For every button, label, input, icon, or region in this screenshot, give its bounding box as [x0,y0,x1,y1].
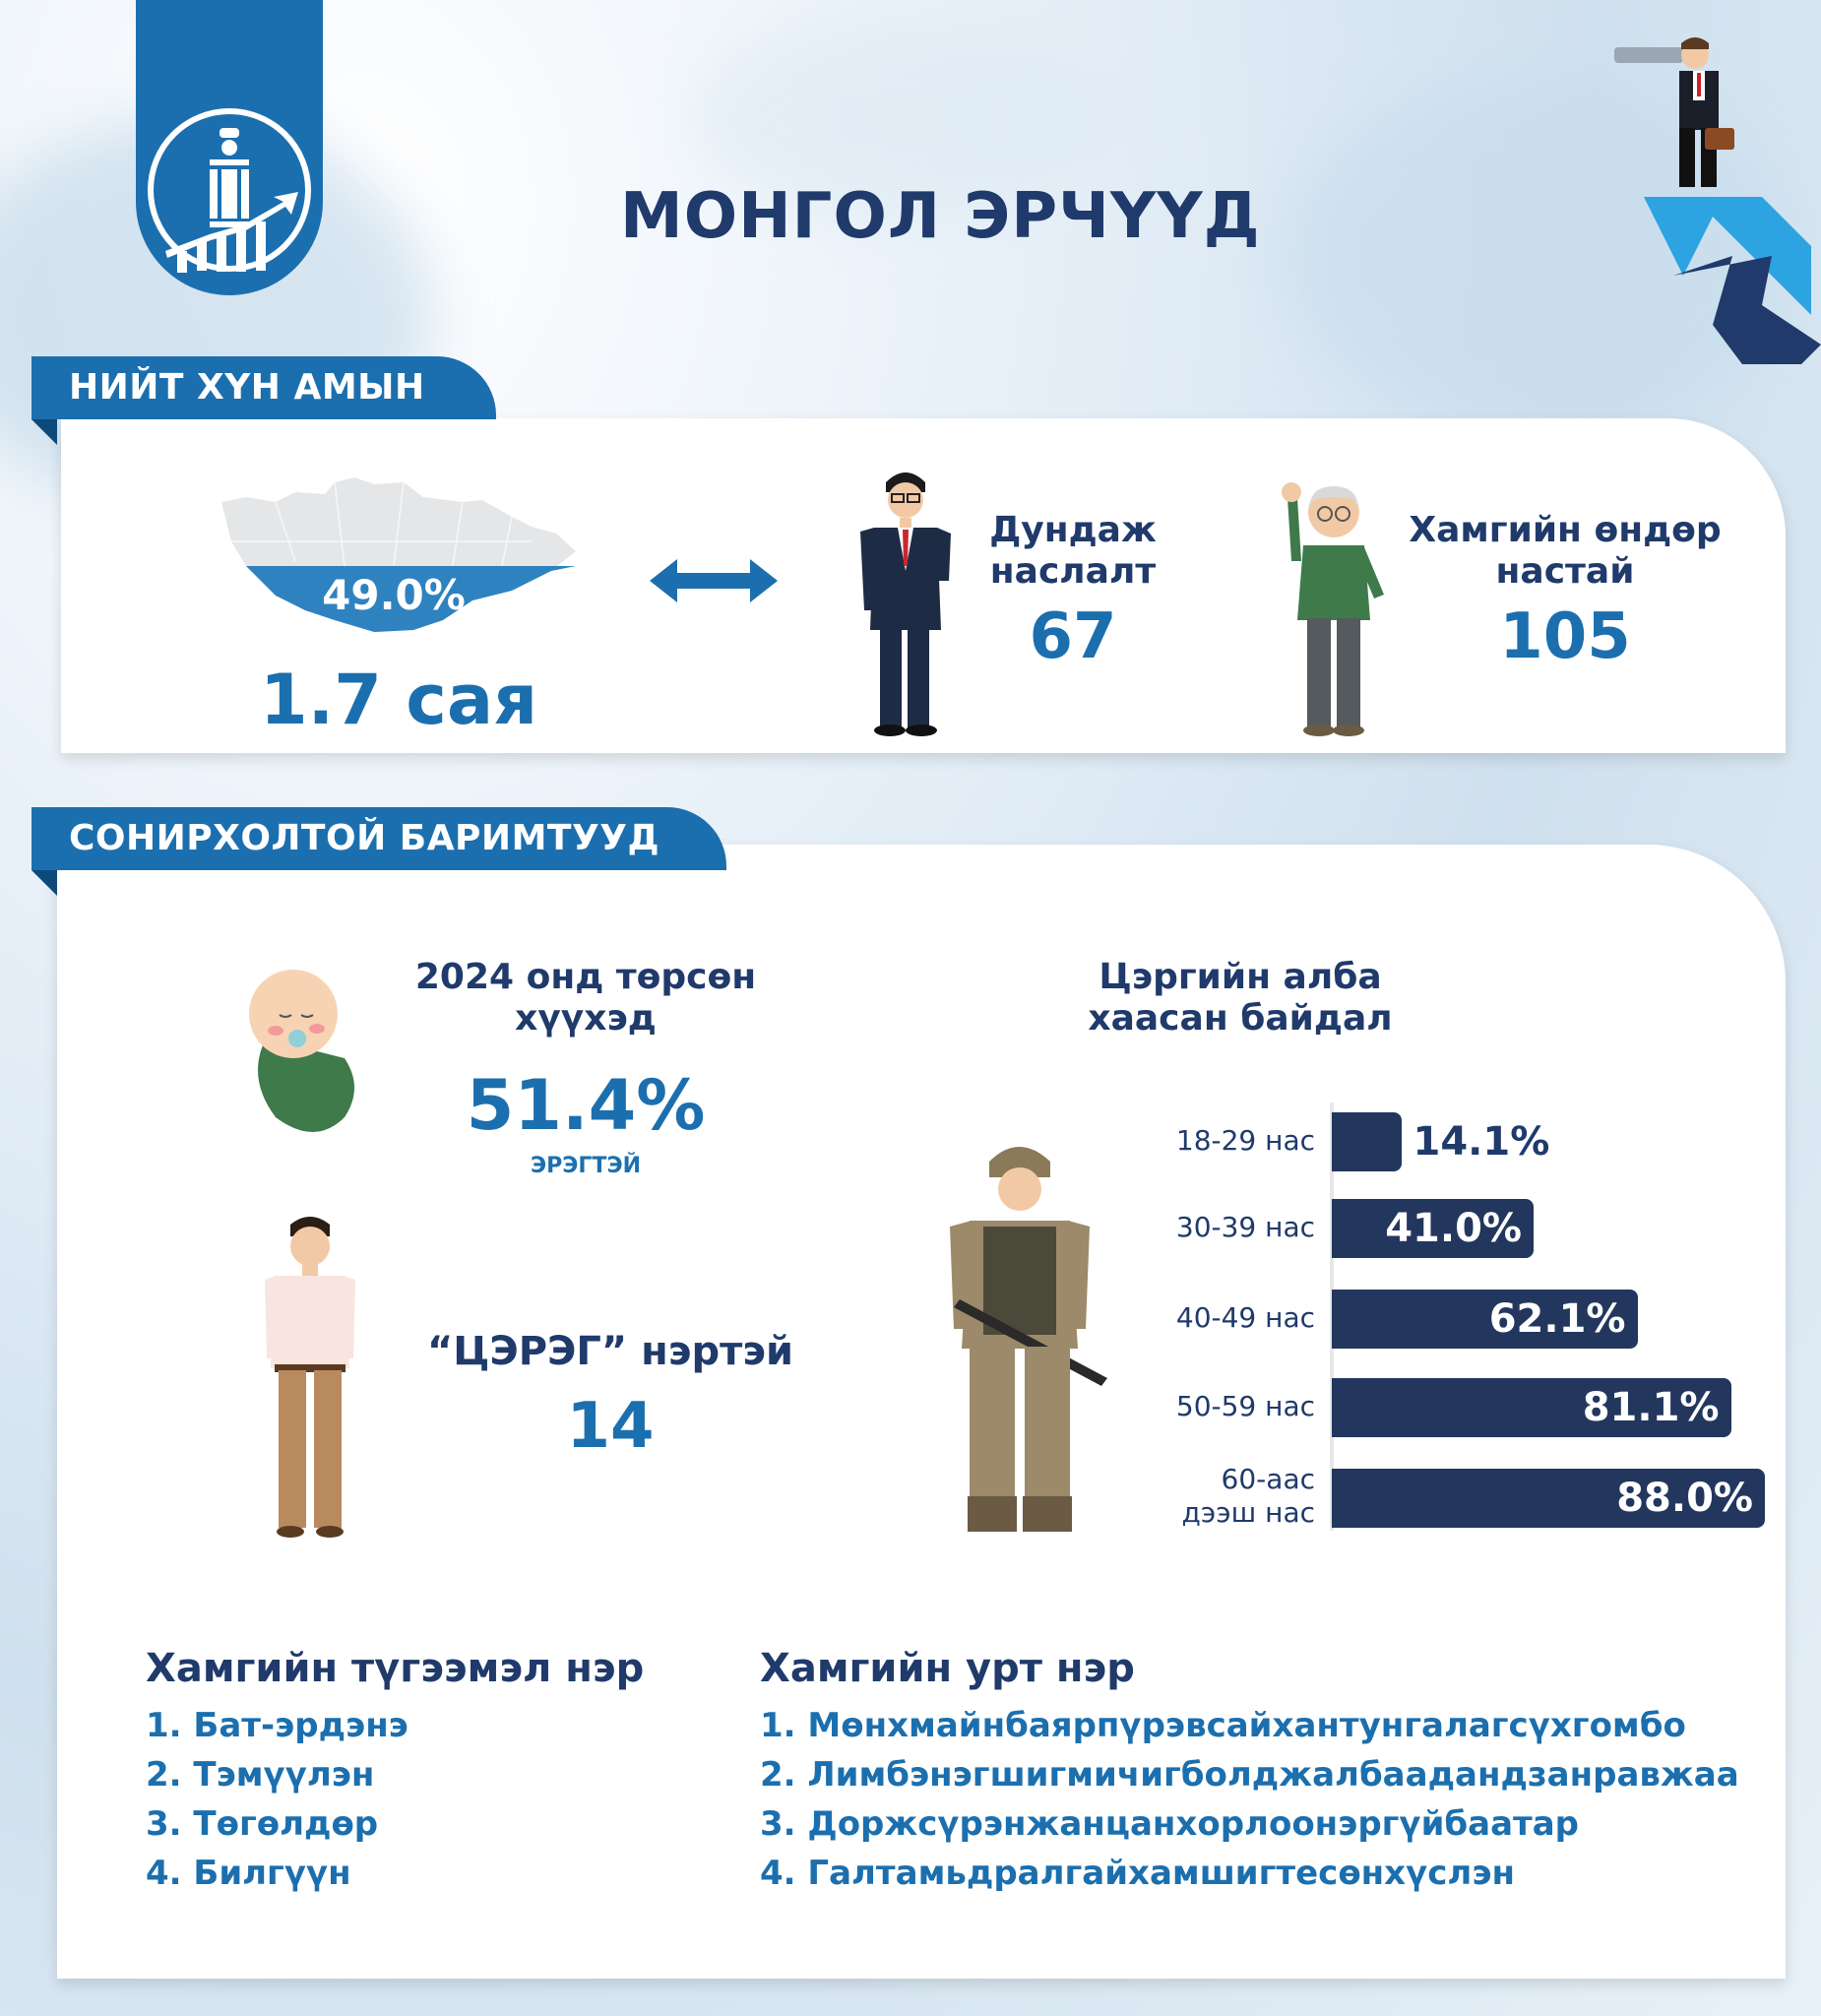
name-label: “ЦЭРЭГ” нэртэй [426,1329,794,1374]
oldest-value: 105 [1499,600,1631,673]
soldier-illustration [940,1132,1117,1545]
bar-value-label: 81.1% [1582,1385,1720,1430]
businessman-arrow-illustration [1614,30,1821,364]
list-item: 3. Доржсүрэнжанцанхорлоонэргүйбаатар [760,1804,1580,1844]
logo [136,0,323,295]
bar-category-label: 40-49 нас [1175,1301,1315,1334]
list-item: 3. Төгөлдөр [146,1804,379,1844]
map-percent: 49.0% [322,571,466,619]
name-value: 14 [566,1390,655,1463]
military-title: Цэргийн алба хаасан байдал [1088,957,1393,1039]
bar-category-label: 60-аас дээш нас [1181,1463,1315,1529]
born-sub: ЭРЭГТЭЙ [531,1154,641,1178]
oldest-label: Хамгийн өндөр настай [1409,510,1722,592]
popular-names-title: Хамгийн түгээмэл нэр [146,1646,645,1691]
list-item: 1. Мөнхмайнбаярпүрэвсайхантунгалагсүхгомбо [760,1706,1686,1745]
avg-age-value: 67 [1029,600,1117,673]
born-label: 2024 онд төрсөн хүүхэд [414,957,757,1039]
double-arrow-icon [650,559,778,602]
longest-names-list [760,1701,1739,1898]
population-value: 1.7 сая [259,660,538,740]
list-item: 1. Бат-эрдэнэ [146,1706,408,1745]
bar-value-label: 41.0% [1385,1206,1522,1251]
man-casual-illustration [251,1211,369,1565]
page-title: МОНГОЛ ЭРЧҮҮД [620,180,1261,253]
section-tab-facts: СОНИРХОЛТОЙ БАРИМТУУД [31,807,726,870]
bar-category-label: 50-59 нас [1175,1390,1315,1422]
born-value: 51.4% [466,1065,706,1146]
avg-age-label: Дундаж наслалт [989,510,1157,592]
man-in-suit-illustration [847,463,965,738]
popular-names-list [146,1701,408,1898]
list-item: 2. Лимбэнэгшигмичигболджалбаадандзанравжаа [760,1755,1739,1795]
baby-illustration [236,960,374,1142]
bar-value-label: 14.1% [1413,1119,1550,1165]
bar-category-label: 18-29 нас [1175,1124,1315,1157]
longest-names-title: Хамгийн урт нэр [760,1646,1135,1691]
list-item: 2. Тэмүүлэн [146,1755,375,1795]
bar-value-label: 88.0% [1616,1476,1753,1521]
military-bar-chart [1132,1102,1772,1545]
bar-value-label: 62.1% [1488,1296,1626,1342]
bar [1332,1112,1402,1171]
list-item: 4. Галтамьдралгайхамшигтесөнхүслэн [760,1854,1515,1893]
bar-category-label: 30-39 нас [1175,1211,1315,1243]
list-item: 4. Билгүүн [146,1854,351,1893]
section-tab-population: НИЙТ ХҮН АМЫН [31,356,496,419]
